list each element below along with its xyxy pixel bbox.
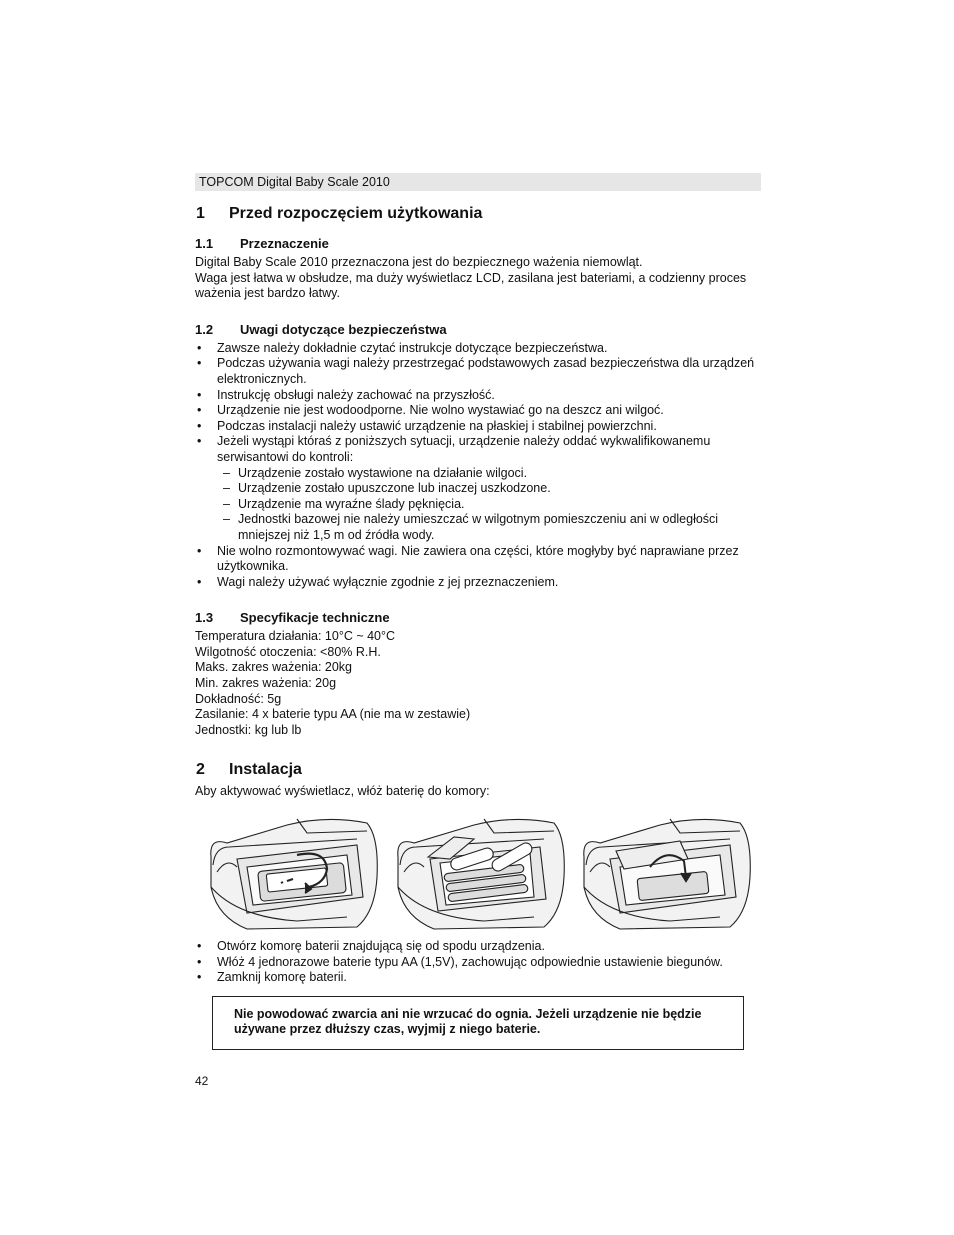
- subsection-1-2-title: Uwagi dotyczące bezpieczeństwa: [240, 321, 447, 337]
- bullet-icon: •: [197, 387, 202, 402]
- battery-step-3-illustration: [580, 817, 752, 935]
- list-item: [195, 575, 761, 591]
- list-item: [195, 403, 761, 419]
- sub-list-item: [199, 497, 761, 513]
- list-item: [195, 341, 761, 357]
- list-item: [195, 388, 761, 404]
- subsection-1-3: [195, 610, 761, 738]
- bullet-icon: •: [197, 939, 202, 954]
- list-item: [195, 970, 761, 986]
- installation-intro: Aby aktywować wyświetlacz, włóż baterię do komory:: [195, 784, 490, 799]
- section-1-heading: [196, 204, 761, 224]
- bullet-icon: •: [197, 954, 202, 969]
- list-item-text: Nie wolno rozmontowywać wagi. Nie zawiera ona części, które mogłyby być naprawiane przez użytkownika.: [217, 543, 739, 574]
- list-item-text: Włóż 4 jednorazowe baterie typu AA (1,5V), zachowując odpowiednie ustawienie biegunów.: [217, 954, 723, 969]
- bullet-icon: •: [197, 434, 202, 449]
- sub-list-item-text: Urządzenie ma wyraźne ślady pęknięcia.: [238, 496, 465, 511]
- dash-icon: –: [223, 496, 230, 511]
- spec-line: Jednostki: kg lub lb: [195, 722, 302, 737]
- spec-line: Zasilanie: 4 x baterie typu AA (nie ma w zestawie): [195, 707, 471, 722]
- list-item-text: Podczas używania wagi należy przestrzegać podstawowych zasad bezpieczeństwa dla urządzeń elektronicznych.: [217, 356, 755, 386]
- list-item-text: Zamknij komorę baterii.: [217, 970, 347, 985]
- paragraph-line: Digital Baby Scale 2010 przeznaczona jest do bezpiecznego ważenia niemowląt.: [195, 255, 643, 269]
- subsection-1-1-title: Przeznaczenie: [240, 236, 329, 251]
- subsection-1-2-heading: [195, 322, 761, 338]
- sub-list-item: [199, 481, 761, 497]
- section-1-title: Przed rozpoczęciem użytkowania: [229, 205, 483, 222]
- section-2-number: 2: [196, 761, 205, 779]
- page-header: TOPCOM Digital Baby Scale 2010: [195, 173, 761, 191]
- sub-list-item-text: Jednostki bazowej nie należy umieszczać w wilgotnym pomieszczeniu ani w odległości mniejszej niż 1,5 m od źródła wody.: [238, 512, 719, 542]
- bullet-icon: •: [197, 403, 202, 418]
- battery-step-1-illustration: [207, 817, 379, 935]
- bullet-icon: •: [197, 543, 202, 558]
- paragraph-line: Waga jest łatwa w obsłudze, ma duży wyświetlacz LCD, zasilana jest bateriami, a codzienny proces: [195, 270, 747, 285]
- section-2-title: Instalacja: [229, 761, 302, 779]
- paragraph-line: ważenia jest bardzo łatwy.: [195, 286, 340, 301]
- list-item-text: Zawsze należy dokładnie czytać instrukcje dotyczące bezpieczeństwa.: [217, 340, 608, 355]
- spec-line: Dokładność: 5g: [195, 691, 282, 706]
- list-item: [195, 419, 761, 435]
- page-number: 42: [195, 1074, 209, 1088]
- spec-line: Min. zakres ważenia: 20g: [195, 676, 337, 691]
- bullet-icon: •: [197, 340, 202, 355]
- subsection-1-1-number: 1.1: [195, 236, 214, 251]
- list-item: [195, 939, 761, 955]
- dash-icon: –: [223, 481, 230, 496]
- subsection-1-1-heading: [195, 236, 761, 252]
- list-item-text: Jeżeli wystąpi któraś z poniższych sytuacji, urządzenie należy oddać wykwalifikowanemu serwisantowi do kontroli:: [217, 434, 711, 464]
- battery-illustrations: [207, 817, 752, 935]
- sub-list: [199, 466, 761, 544]
- list-item: [195, 544, 761, 575]
- spec-line: Maks. zakres ważenia: 20kg: [195, 660, 353, 675]
- list-item-text: Instrukcję obsługi należy zachować na przyszłość.: [217, 387, 495, 402]
- list-item: [195, 434, 761, 543]
- list-item-text: Wagi należy używać wyłącznie zgodnie z jej przeznaczeniem.: [217, 574, 559, 589]
- safety-list: [195, 341, 761, 591]
- subsection-1-3-heading: [195, 610, 761, 626]
- section-2-heading: [196, 760, 761, 780]
- list-item: [195, 356, 761, 387]
- installation-steps: [195, 939, 761, 986]
- list-item-text: Urządzenie nie jest wodoodporne. Nie wolno wystawiać go na deszcz ani wilgoć.: [217, 403, 664, 418]
- dash-icon: –: [223, 512, 230, 527]
- subsection-1-3-title: Specyfikacje techniczne: [240, 610, 390, 626]
- sub-list-item: [199, 466, 761, 482]
- bullet-icon: •: [197, 418, 202, 433]
- battery-step-2-illustration: [394, 817, 566, 935]
- bullet-icon: •: [197, 356, 202, 371]
- sub-list-item-text: Urządzenie zostało wystawione na działanie wilgoci.: [238, 465, 528, 480]
- document-page: [195, 173, 761, 1088]
- list-item-text: Podczas instalacji należy ustawić urządzenie na płaskiej i stabilnej powierzchni.: [217, 418, 657, 433]
- warning-note: Nie powodować zwarcia ani nie wrzucać do ognia. Jeżeli urządzenie nie będzie używane przez dłuższy czas, wyjmij z niego baterie.: [212, 996, 744, 1050]
- sub-list-item-text: Urządzenie zostało upuszczone lub inaczej uszkodzone.: [238, 481, 551, 496]
- list-item-text: Otwórz komorę baterii znajdującą się od spodu urządzenia.: [217, 939, 545, 954]
- sub-list-item: [199, 512, 761, 543]
- subsection-1-1: [195, 236, 761, 302]
- bullet-icon: •: [197, 574, 202, 589]
- bullet-icon: •: [197, 970, 202, 985]
- dash-icon: –: [223, 465, 230, 480]
- subsection-1-3-number: 1.3: [195, 610, 214, 626]
- spec-line: Wilgotność otoczenia: <80% R.H.: [195, 644, 381, 659]
- spec-line: Temperatura działania: 10°C ~ 40°C: [195, 629, 396, 644]
- subsection-1-2: [195, 322, 761, 591]
- list-item: [195, 955, 761, 971]
- section-1-number: 1: [196, 205, 205, 222]
- subsection-1-2-number: 1.2: [195, 321, 214, 337]
